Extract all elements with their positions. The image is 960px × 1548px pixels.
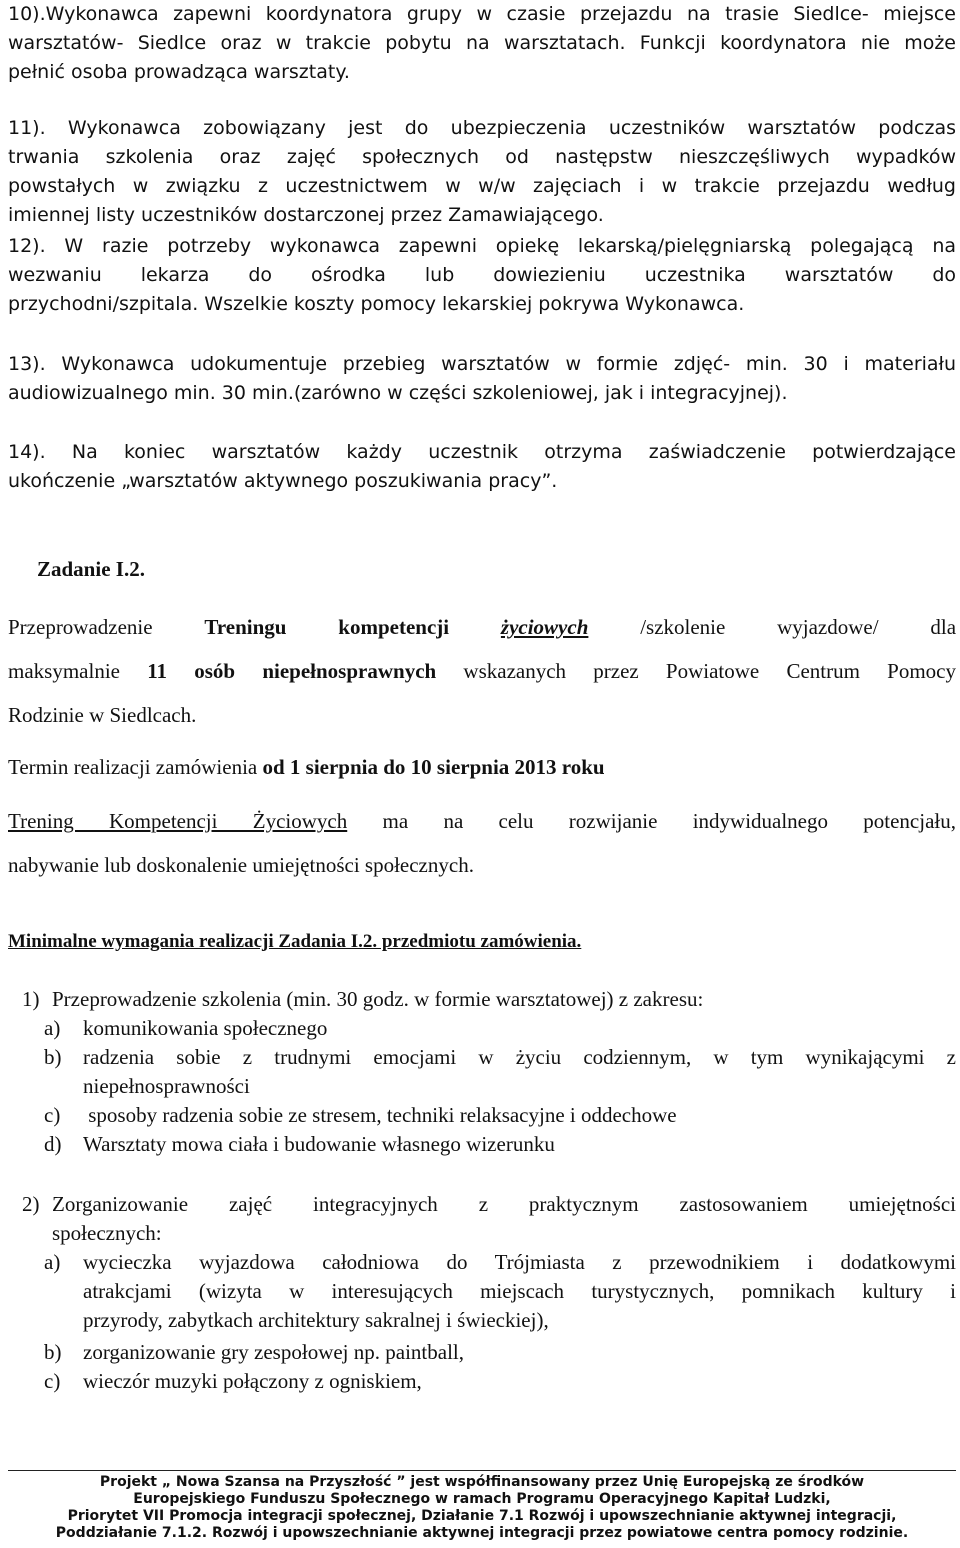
- task-heading: Zadanie I.2.: [37, 557, 145, 581]
- training-text: ma na celu rozwijanie indywidualnego potencjału,: [382, 809, 956, 833]
- list-1-a-letter: a): [44, 1016, 61, 1040]
- list-1-b-text-cont: niepełnosprawności: [83, 1074, 250, 1098]
- text-line: powstałych w związku z uczestnictwem w w/w zajęciach i w trakcie przejazdu według: [8, 175, 956, 197]
- term-value: od 1 sierpnia do 10 sierpnia 2013 roku: [262, 755, 605, 779]
- text-line: ukończenie „warsztatów aktywnego poszukiwania pracy”.: [8, 470, 558, 492]
- text-line: imiennej listy uczestników dostarczonej przez Zamawiającego.: [8, 204, 604, 226]
- requirements-heading: Minimalne wymagania realizacji Zadania I.2. przedmiotu zamówienia.: [8, 931, 582, 952]
- text-line: 14). Na koniec warsztatów każdy uczestnik otrzyma zaświadczenie potwierdzające: [8, 441, 956, 463]
- intro-text: maksymalnie: [8, 659, 120, 683]
- intro-text: Przeprowadzenie: [8, 615, 153, 639]
- list-1-a-text: komunikowania społecznego: [83, 1016, 328, 1040]
- intro-line-3: Rodzinie w Siedlcach.: [8, 703, 197, 727]
- intro-line-2: [8, 657, 956, 686]
- paragraph-12: [8, 232, 956, 319]
- intro-text: /szkolenie wyjazdowe/ dla: [640, 615, 957, 639]
- list-2-a-letter: a): [44, 1250, 61, 1274]
- footer-line: Poddziałanie 7.1.2. Rozwój i upowszechnianie aktywnej integracji przez powiatowe centra pomocy rodzinie.: [55, 1525, 909, 1541]
- term-line: [8, 753, 960, 782]
- text-line: trwania szkolenia oraz zajęć społecznych od następstw nieszczęśliwych wypadków: [8, 146, 956, 168]
- training-line-1: [8, 807, 956, 836]
- list-2-a-text-cont: przyrody, zabytkach architektury sakralnej i świeckiej),: [83, 1308, 549, 1332]
- intro-text-bold-italic: życiowych: [500, 615, 589, 639]
- list-2-b-letter: b): [44, 1340, 62, 1364]
- training-name: Trening Kompetencji Życiowych: [8, 809, 348, 833]
- paragraph-11: [8, 114, 956, 230]
- text-line: warsztatów- Siedlce oraz w trakcie pobytu na warsztatach. Funkcji koordynatora nie może: [8, 32, 956, 54]
- text-line: 12). W razie potrzeby wykonawca zapewni opiekę lekarską/pielęgniarską polegającą na: [8, 235, 956, 257]
- list-1-d-letter: d): [44, 1132, 62, 1156]
- footer-line: Priorytet VII Promocja integracji społecznej, Działanie 7.1 Rozwój i upowszechnianie aktywnej integracji,: [67, 1508, 897, 1524]
- list-2-a-text: wycieczka wyjazdowa całodniowa do Trójmiasta z przewodnikiem i dodatkowymi: [83, 1250, 956, 1274]
- footer-line: Projekt „ Nowa Szansa na Przyszłość ” jest współfinansowany przez Unię Europejską ze środków: [99, 1474, 865, 1490]
- list-1-number: 1): [22, 987, 40, 1011]
- footer-divider: [8, 1470, 956, 1471]
- term-label: Termin realizacji zamówienia: [8, 755, 258, 779]
- intro-text: wskazanych przez Powiatowe Centrum Pomocy: [463, 659, 957, 683]
- text-line: wezwaniu lekarza do ośrodka lub dowiezieniu uczestnika warsztatów do: [8, 264, 956, 286]
- list-1-b-text: radzenia sobie z trudnymi emocjami w życiu codziennym, w tym wynikającymi z: [83, 1045, 956, 1069]
- paragraph-10: [8, 0, 956, 87]
- list-2-title: Zorganizowanie zajęć integracyjnych z praktycznym zastosowaniem umiejętności: [52, 1192, 956, 1216]
- list-2-c-text: wieczór muzyki połączony z ogniskiem,: [83, 1369, 422, 1393]
- list-1-d-text: Warsztaty mowa ciała i budowanie własnego wizerunku: [83, 1132, 555, 1156]
- list-2-c-letter: c): [44, 1369, 61, 1393]
- intro-text-bold: 11 osób niepełnosprawnych: [147, 659, 437, 683]
- footer-line: Europejskiego Funduszu Społecznego w ramach Programu Operacyjnego Kapitał Ludzki,: [133, 1491, 831, 1507]
- list-2-b-text: zorganizowanie gry zespołowej np. paintball,: [83, 1340, 464, 1364]
- list-1-b-letter: b): [44, 1045, 62, 1069]
- training-line-2: nabywanie lub doskonalenie umiejętności społecznych.: [8, 853, 474, 877]
- intro-line-1: [8, 613, 956, 642]
- text-line: 11). Wykonawca zobowiązany jest do ubezpieczenia uczestników warsztatów podczas: [8, 117, 956, 139]
- list-1-c-letter: c): [44, 1103, 61, 1127]
- intro-text-bold: Treningu: [204, 615, 287, 639]
- list-2-title-cont: społecznych:: [52, 1221, 162, 1245]
- footer: [8, 1474, 956, 1542]
- list-2-a-text-cont: atrakcjami (wizyta w interesujących miejscach turystycznych, pomnikach kultury i: [83, 1279, 956, 1303]
- list-1-c-text: sposoby radzenia sobie ze stresem, techniki relaksacyjne i oddechowe: [83, 1103, 677, 1127]
- intro-text-bold: kompetencji: [338, 615, 450, 639]
- text-line: przychodni/szpitala. Wszelkie koszty pomocy lekarskiej pokrywa Wykonawca.: [8, 293, 745, 315]
- paragraph-13: [8, 350, 956, 408]
- paragraph-14: [8, 438, 956, 496]
- list-2-number: 2): [22, 1192, 40, 1216]
- text-line: 13). Wykonawca udokumentuje przebieg warsztatów w formie zdjęć- min. 30 i materiału: [8, 353, 956, 375]
- text-line: 10).Wykonawca zapewni koordynatora grupy w czasie przejazdu na trasie Siedlce- miejsce: [8, 3, 956, 25]
- text-line: pełnić osoba prowadząca warsztaty.: [8, 61, 350, 83]
- text-line: audiowizualnego min. 30 min.(zarówno w części szkoleniowej, jak i integracyjnej).: [8, 382, 788, 404]
- list-1-title: Przeprowadzenie szkolenia (min. 30 godz. w formie warsztatowej) z zakresu:: [52, 987, 704, 1011]
